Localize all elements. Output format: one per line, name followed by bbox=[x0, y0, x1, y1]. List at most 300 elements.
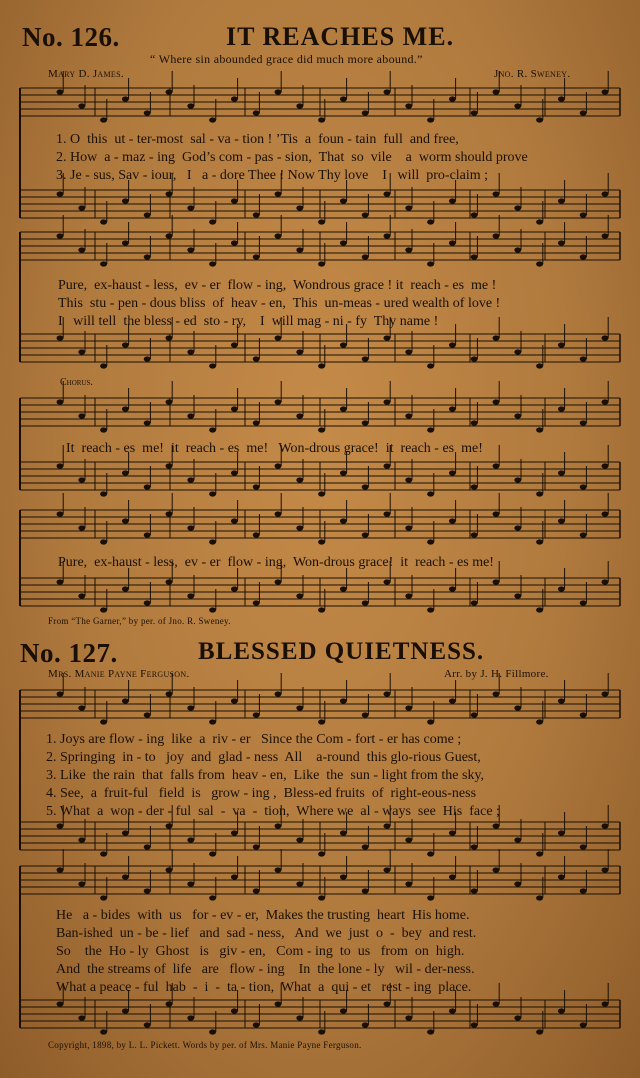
h126-s4-treble-note bbox=[514, 525, 521, 530]
hymn-127-verse-3-line-1: 3. Like the rain that falls from heav - en, Like the sun - light from the sky, bbox=[46, 768, 485, 783]
h126-s4-treble-note bbox=[318, 539, 325, 544]
h127-s2-treble-note bbox=[362, 888, 369, 893]
h126-s3-bass-note bbox=[253, 484, 260, 489]
h127-s1-bass-note bbox=[231, 830, 238, 835]
h126-s3-bass-note bbox=[187, 477, 194, 482]
h126-s2-bass-note bbox=[209, 363, 216, 368]
h126-s2-treble-note bbox=[275, 233, 282, 238]
h126-s4-bass-note bbox=[362, 600, 369, 605]
h127-s1-treble-note bbox=[362, 712, 369, 717]
h127-s1-treble-note bbox=[209, 719, 216, 724]
h126-s2-bass-note bbox=[493, 335, 500, 340]
h127-s2-bass-note bbox=[580, 1022, 587, 1027]
h126-s1-treble-note bbox=[144, 110, 151, 115]
h127-s1-bass-note bbox=[166, 823, 173, 828]
h127-s2-treble-note bbox=[405, 881, 412, 886]
h127-s2-treble-note bbox=[78, 881, 85, 886]
h127-s2-bass-note bbox=[449, 1008, 456, 1013]
h126-s4-bass-note bbox=[405, 593, 412, 598]
h126-s1-treble-note bbox=[405, 103, 412, 108]
h126-s1-treble-note bbox=[57, 89, 64, 94]
h126-s3-treble-note bbox=[166, 399, 173, 404]
h126-s3-treble-note bbox=[122, 406, 129, 411]
h126-s2-treble-note bbox=[296, 247, 303, 252]
h127-s2-treble-note bbox=[209, 895, 216, 900]
h126-s3-treble-note bbox=[471, 420, 478, 425]
h126-s2-bass-note bbox=[536, 363, 543, 368]
h126-s3-treble-note bbox=[362, 420, 369, 425]
h126-s4-bass-note bbox=[253, 600, 260, 605]
h126-s4-bass-note bbox=[536, 607, 543, 612]
hymn-126-author: Mary D. James. bbox=[48, 68, 124, 80]
h127-s2-treble-note bbox=[296, 881, 303, 886]
h127-s2-bass-note bbox=[78, 1015, 85, 1020]
h126-s2-bass-note bbox=[100, 363, 107, 368]
h126-s4-bass-note bbox=[318, 607, 325, 612]
h126-s2-treble-note bbox=[558, 240, 565, 245]
h127-s2-bass-note bbox=[144, 1022, 151, 1027]
h127-s2-bass-note bbox=[231, 1008, 238, 1013]
h127-s1-treble-note bbox=[187, 705, 194, 710]
h127-s2-treble-note bbox=[580, 888, 587, 893]
h126-s4-bass-note bbox=[57, 579, 64, 584]
h126-s4-bass-note bbox=[340, 586, 347, 591]
h127-s1-bass-note bbox=[558, 830, 565, 835]
h126-s2-treble-note bbox=[78, 247, 85, 252]
h127-s2-bass-note bbox=[558, 1008, 565, 1013]
h126-s3-bass-note bbox=[493, 463, 500, 468]
h126-s4-treble-note bbox=[405, 525, 412, 530]
hymn-126-verse-3-line-1: 3. Je - sus, Sav - iour, I a - dore Thee ! Now Thy love I will pro-claim ; bbox=[56, 168, 489, 183]
h126-s1-treble-note bbox=[384, 89, 391, 94]
h126-s4-bass-note bbox=[558, 586, 565, 591]
h127-s1-treble-note bbox=[405, 705, 412, 710]
h127-s1-treble-note bbox=[493, 691, 500, 696]
h127-s2-bass-note bbox=[100, 1029, 107, 1034]
h126-s2-bass-note bbox=[580, 356, 587, 361]
h126-s4-bass-note bbox=[296, 593, 303, 598]
h126-s1-treble-note bbox=[209, 117, 216, 122]
h126-s3-bass-note bbox=[362, 484, 369, 489]
h126-s1-treble-note bbox=[296, 103, 303, 108]
h127-s1-treble-note bbox=[318, 719, 325, 724]
h126-s4-treble-note bbox=[471, 532, 478, 537]
h127-s2-treble-note bbox=[449, 874, 456, 879]
h127-s2-treble-note bbox=[427, 895, 434, 900]
hymn-127-verse-4-line-1: 4. See, a fruit-ful field is grow - ing , Bless-ed fruits of right-eous-ness bbox=[46, 786, 477, 801]
h127-s2-bass-note bbox=[536, 1029, 543, 1034]
h126-s2-treble-note bbox=[100, 261, 107, 266]
h126-s4-treble-note bbox=[493, 511, 500, 516]
h127-s1-bass-note bbox=[514, 837, 521, 842]
h127-s2-bass-note bbox=[427, 1029, 434, 1034]
h126-s1-bass-note bbox=[166, 191, 173, 196]
h127-s1-treble-note bbox=[78, 705, 85, 710]
hymn-126-chorus-line-1: It reach - es me! it reach - es me! Won-drous grace! it reach - es me! bbox=[66, 441, 483, 456]
h126-s1-treble-note bbox=[122, 96, 129, 101]
h126-s2-treble-note bbox=[122, 240, 129, 245]
h126-s1-treble-note bbox=[253, 110, 260, 115]
h127-s2-bass-note bbox=[602, 1001, 609, 1006]
h126-s1-treble-note bbox=[275, 89, 282, 94]
h126-s3-bass-note bbox=[340, 470, 347, 475]
chorus-label: Chorus. bbox=[60, 377, 93, 388]
h127-s2-bass-note bbox=[318, 1029, 325, 1034]
h126-s3-bass-note bbox=[580, 484, 587, 489]
h126-s2-bass-note bbox=[514, 349, 521, 354]
h126-s3-bass-note bbox=[144, 484, 151, 489]
h126-s3-treble-note bbox=[187, 413, 194, 418]
h126-s3-treble-note bbox=[384, 399, 391, 404]
h127-s2-bass-note bbox=[187, 1015, 194, 1020]
h126-s1-bass-note bbox=[253, 212, 260, 217]
h127-s2-treble-note bbox=[231, 874, 238, 879]
h126-s2-bass-note bbox=[144, 356, 151, 361]
hymn-127-verse-5-line-1: 5. What a won - der - ful sal - va - tion, Where we al - ways see His face ; bbox=[46, 804, 500, 819]
h127-s2-treble-note bbox=[602, 867, 609, 872]
h126-s1-treble-note bbox=[558, 96, 565, 101]
h126-s3-treble-note bbox=[100, 427, 107, 432]
h126-s4-bass-note bbox=[231, 586, 238, 591]
h126-s4-treble-note bbox=[253, 532, 260, 537]
h127-s1-bass-note bbox=[296, 837, 303, 842]
h126-s1-bass-note bbox=[78, 205, 85, 210]
h127-s2-bass-note bbox=[340, 1008, 347, 1013]
h126-s1-bass-note bbox=[122, 198, 129, 203]
h127-s1-treble-note bbox=[122, 698, 129, 703]
h126-s2-bass-note bbox=[166, 335, 173, 340]
h126-s1-bass-note bbox=[209, 219, 216, 224]
h127-s2-treble-note bbox=[144, 888, 151, 893]
h126-s3-treble-note bbox=[580, 420, 587, 425]
h126-s3-bass-note bbox=[166, 463, 173, 468]
h126-s3-treble-note bbox=[144, 420, 151, 425]
h126-s3-treble-note bbox=[318, 427, 325, 432]
h126-s4-treble-note bbox=[209, 539, 216, 544]
h126-s4-bass-note bbox=[427, 607, 434, 612]
h126-s3-treble-note bbox=[514, 413, 521, 418]
h126-s1-treble-note bbox=[427, 117, 434, 122]
h127-s1-bass-note bbox=[580, 844, 587, 849]
h126-s1-treble-note bbox=[536, 117, 543, 122]
h126-s4-bass-note bbox=[384, 579, 391, 584]
h126-s1-treble-note bbox=[318, 117, 325, 122]
h126-s2-bass-note bbox=[253, 356, 260, 361]
hymn-127-copyright: Copyright, 1898, by L. L. Pickett. Words by per. of Mrs. Manie Payne Ferguson. bbox=[48, 1040, 362, 1050]
h127-s2-bass-note bbox=[405, 1015, 412, 1020]
h126-s2-treble-note bbox=[449, 240, 456, 245]
h126-s1-bass-note bbox=[493, 191, 500, 196]
h127-s1-bass-note bbox=[384, 823, 391, 828]
h127-s2-treble-note bbox=[514, 881, 521, 886]
h126-s1-treble-note bbox=[187, 103, 194, 108]
h126-s2-bass-note bbox=[558, 342, 565, 347]
h126-s3-bass-note bbox=[471, 484, 478, 489]
h126-s4-bass-note bbox=[144, 600, 151, 605]
h126-s1-bass-note bbox=[144, 212, 151, 217]
h126-s2-treble-note bbox=[340, 240, 347, 245]
h126-s3-bass-note bbox=[602, 463, 609, 468]
h126-s3-bass-note bbox=[296, 477, 303, 482]
h126-s3-bass-note bbox=[558, 470, 565, 475]
hymn-126-credit: From “The Garner,” by per. of Jno. R. Sweney. bbox=[48, 616, 231, 626]
h126-s1-bass-note bbox=[296, 205, 303, 210]
h126-s1-treble-note bbox=[78, 103, 85, 108]
hymn-127-verse-5-line-2: What a peace - ful hab - i - ta - tion, What a qui - et rest - ing place. bbox=[56, 980, 472, 995]
h126-s1-bass-note bbox=[275, 191, 282, 196]
h126-s1-treble-note bbox=[471, 110, 478, 115]
h126-s2-bass-note bbox=[449, 342, 456, 347]
h126-s4-treble-note bbox=[340, 518, 347, 523]
hymn-126-verse-2-line-2: This stu - pen - dous bliss of heav - en, This un-meas - ured wealth of love ! bbox=[58, 296, 501, 311]
h126-s4-bass-note bbox=[275, 579, 282, 584]
h126-s3-treble-note bbox=[231, 406, 238, 411]
h127-s2-bass-note bbox=[296, 1015, 303, 1020]
h126-s1-bass-note bbox=[471, 212, 478, 217]
h126-s2-bass-note bbox=[427, 363, 434, 368]
h127-s2-treble-note bbox=[57, 867, 64, 872]
h127-s1-treble-note bbox=[231, 698, 238, 703]
h127-s1-treble-note bbox=[449, 698, 456, 703]
h126-s2-treble-note bbox=[318, 261, 325, 266]
h126-s3-bass-note bbox=[514, 477, 521, 482]
h126-s2-treble-note bbox=[471, 254, 478, 259]
hymn-127-number: No. 127. bbox=[20, 638, 118, 668]
h126-s2-bass-note bbox=[471, 356, 478, 361]
h127-s2-bass-note bbox=[253, 1022, 260, 1027]
hymn-127-verse-1-line-1: 1. Joys are flow - ing like a riv - er Since the Com - fort - er has come ; bbox=[46, 732, 462, 747]
h126-s1-bass-note bbox=[318, 219, 325, 224]
h126-s1-bass-note bbox=[362, 212, 369, 217]
h126-s4-treble-note bbox=[362, 532, 369, 537]
h126-s1-treble-note bbox=[602, 89, 609, 94]
h126-s4-bass-note bbox=[122, 586, 129, 591]
h127-s1-bass-note bbox=[253, 844, 260, 849]
h126-s2-bass-note bbox=[231, 342, 238, 347]
h126-s2-bass-note bbox=[384, 335, 391, 340]
h126-s3-treble-note bbox=[78, 413, 85, 418]
h126-s3-bass-note bbox=[318, 491, 325, 496]
h126-s2-bass-note bbox=[57, 335, 64, 340]
h126-s4-treble-note bbox=[384, 511, 391, 516]
h126-s2-treble-note bbox=[166, 233, 173, 238]
h126-s2-bass-note bbox=[275, 335, 282, 340]
h126-s1-bass-note bbox=[187, 205, 194, 210]
h127-s1-bass-note bbox=[144, 844, 151, 849]
hymn-126-composer: Jno. R. Sweney. bbox=[494, 68, 571, 80]
h126-s1-bass-note bbox=[384, 191, 391, 196]
hymn-126-number: No. 126. bbox=[22, 22, 120, 52]
h126-s2-treble-note bbox=[253, 254, 260, 259]
h127-s2-bass-note bbox=[209, 1029, 216, 1034]
h127-s1-treble-note bbox=[144, 712, 151, 717]
h127-s1-bass-note bbox=[362, 844, 369, 849]
h127-s2-treble-note bbox=[318, 895, 325, 900]
hymn-126-chorus-line-2: Pure, ex-haust - less, ev - er flow - ing, Won-drous grace! it reach - es me! bbox=[58, 555, 494, 570]
h127-s2-bass-note bbox=[471, 1022, 478, 1027]
h126-s4-bass-note bbox=[166, 579, 173, 584]
h126-s4-treble-note bbox=[275, 511, 282, 516]
h127-s2-treble-note bbox=[340, 874, 347, 879]
h126-s1-bass-note bbox=[340, 198, 347, 203]
h127-s1-bass-note bbox=[340, 830, 347, 835]
h126-s2-treble-note bbox=[362, 254, 369, 259]
h126-s3-bass-note bbox=[209, 491, 216, 496]
h126-s2-treble-note bbox=[514, 247, 521, 252]
h126-s3-bass-note bbox=[57, 463, 64, 468]
h126-s2-treble-note bbox=[384, 233, 391, 238]
h126-s1-treble-note bbox=[362, 110, 369, 115]
h126-s4-bass-note bbox=[187, 593, 194, 598]
h126-s1-treble-note bbox=[231, 96, 238, 101]
hymn-127-verse-2-line-2: Ban-ished un - be - lief and sad - ness, And we just o - bey and rest. bbox=[56, 926, 477, 941]
h126-s2-treble-note bbox=[427, 261, 434, 266]
h127-s2-bass-note bbox=[57, 1001, 64, 1006]
h126-s1-bass-note bbox=[405, 205, 412, 210]
h126-s2-bass-note bbox=[602, 335, 609, 340]
h126-s3-treble-note bbox=[253, 420, 260, 425]
h126-s4-treble-note bbox=[296, 525, 303, 530]
h126-s2-bass-note bbox=[187, 349, 194, 354]
h126-s3-treble-note bbox=[536, 427, 543, 432]
h127-s2-treble-note bbox=[384, 867, 391, 872]
h127-s1-treble-note bbox=[514, 705, 521, 710]
h126-s1-treble-note bbox=[166, 89, 173, 94]
h126-s3-treble-note bbox=[493, 399, 500, 404]
h127-s2-bass-note bbox=[166, 1001, 173, 1006]
h126-s3-bass-note bbox=[536, 491, 543, 496]
h127-s1-treble-note bbox=[57, 691, 64, 696]
h126-s3-treble-note bbox=[296, 413, 303, 418]
h127-s2-treble-note bbox=[166, 867, 173, 872]
h127-s1-bass-note bbox=[100, 851, 107, 856]
h127-s1-bass-note bbox=[57, 823, 64, 828]
h126-s4-treble-note bbox=[427, 539, 434, 544]
h126-s1-treble-note bbox=[493, 89, 500, 94]
h126-s1-bass-note bbox=[57, 191, 64, 196]
hymn-126-verse-2-line-1: 2. How a - maz - ing God’s com - pas - sion, That so vile a worm should prove bbox=[56, 150, 528, 165]
h126-s2-treble-note bbox=[187, 247, 194, 252]
h127-s2-bass-note bbox=[493, 1001, 500, 1006]
h126-s2-bass-note bbox=[318, 363, 325, 368]
h127-s1-treble-note bbox=[471, 712, 478, 717]
h126-s4-bass-note bbox=[580, 600, 587, 605]
h126-s1-treble-note bbox=[514, 103, 521, 108]
h126-s4-bass-note bbox=[209, 607, 216, 612]
h126-s1-bass-note bbox=[449, 198, 456, 203]
h126-s4-treble-note bbox=[144, 532, 151, 537]
h127-s2-treble-note bbox=[536, 895, 543, 900]
h126-s1-treble-note bbox=[100, 117, 107, 122]
h127-s1-treble-note bbox=[296, 705, 303, 710]
h126-s2-treble-note bbox=[57, 233, 64, 238]
h126-s3-bass-note bbox=[100, 491, 107, 496]
h126-s3-treble-note bbox=[57, 399, 64, 404]
h126-s3-treble-note bbox=[209, 427, 216, 432]
h126-s4-bass-note bbox=[602, 579, 609, 584]
h126-s1-bass-note bbox=[558, 198, 565, 203]
h126-s3-treble-note bbox=[449, 406, 456, 411]
h126-s4-treble-note bbox=[122, 518, 129, 523]
h126-s4-treble-note bbox=[602, 511, 609, 516]
h126-s2-treble-note bbox=[144, 254, 151, 259]
h126-s3-bass-note bbox=[384, 463, 391, 468]
h127-s1-bass-note bbox=[318, 851, 325, 856]
h126-s4-treble-note bbox=[231, 518, 238, 523]
h126-s3-treble-note bbox=[340, 406, 347, 411]
h126-s2-treble-note bbox=[209, 261, 216, 266]
h127-s2-treble-note bbox=[471, 888, 478, 893]
h127-s2-bass-note bbox=[514, 1015, 521, 1020]
h127-s2-bass-note bbox=[362, 1022, 369, 1027]
h126-s3-bass-note bbox=[231, 470, 238, 475]
h127-s1-bass-note bbox=[536, 851, 543, 856]
h127-s1-bass-note bbox=[275, 823, 282, 828]
h127-s1-treble-note bbox=[275, 691, 282, 696]
h126-s4-treble-note bbox=[449, 518, 456, 523]
hymn-127-arranger: Arr. by J. H. Fillmore. bbox=[444, 668, 549, 680]
h127-s2-treble-note bbox=[558, 874, 565, 879]
h127-s1-treble-note bbox=[384, 691, 391, 696]
h127-s1-treble-note bbox=[602, 691, 609, 696]
h126-s4-bass-note bbox=[471, 600, 478, 605]
h127-s1-bass-note bbox=[449, 830, 456, 835]
h127-s1-bass-note bbox=[427, 851, 434, 856]
h126-s2-bass-note bbox=[340, 342, 347, 347]
h127-s1-treble-note bbox=[536, 719, 543, 724]
h127-s1-bass-note bbox=[78, 837, 85, 842]
h126-s3-bass-note bbox=[427, 491, 434, 496]
h126-s2-treble-note bbox=[536, 261, 543, 266]
h127-s1-bass-note bbox=[122, 830, 129, 835]
h126-s4-bass-note bbox=[100, 607, 107, 612]
h126-s3-treble-note bbox=[558, 406, 565, 411]
h127-s1-bass-note bbox=[602, 823, 609, 828]
h127-s1-treble-note bbox=[558, 698, 565, 703]
h126-s1-bass-note bbox=[580, 212, 587, 217]
hymn-126-verse-1-line-1: 1. O this ut - ter-most sal - va - tion ! ’Tis a foun - tain full and free, bbox=[56, 132, 459, 147]
h126-s2-bass-note bbox=[362, 356, 369, 361]
h127-s2-treble-note bbox=[493, 867, 500, 872]
h126-s3-treble-note bbox=[405, 413, 412, 418]
h127-s2-treble-note bbox=[122, 874, 129, 879]
hymn-126-verse-3-line-2: I will tell the bless - ed sto - ry, I will mag - ni - fy Thy name ! bbox=[58, 314, 439, 329]
h126-s3-bass-note bbox=[449, 470, 456, 475]
hymn-127-verse-1-line-2: He a - bides with us for - ev - er, Makes the trusting heart His home. bbox=[56, 908, 470, 923]
h126-s1-treble-note bbox=[580, 110, 587, 115]
hymn-126-title: IT REACHES ME. bbox=[226, 22, 455, 51]
h127-s2-bass-note bbox=[122, 1008, 129, 1013]
h127-s2-treble-note bbox=[275, 867, 282, 872]
h127-s2-treble-note bbox=[253, 888, 260, 893]
h127-s1-bass-note bbox=[187, 837, 194, 842]
h126-s4-treble-note bbox=[536, 539, 543, 544]
h126-s2-bass-note bbox=[405, 349, 412, 354]
h126-s1-treble-note bbox=[449, 96, 456, 101]
h126-s4-bass-note bbox=[514, 593, 521, 598]
hymn-127-title: BLESSED QUIETNESS. bbox=[198, 638, 485, 665]
h127-s2-treble-note bbox=[187, 881, 194, 886]
h126-s1-bass-note bbox=[427, 219, 434, 224]
h126-s1-bass-note bbox=[536, 219, 543, 224]
h126-s4-bass-note bbox=[78, 593, 85, 598]
h126-s4-bass-note bbox=[449, 586, 456, 591]
hymn-126-verse-1-line-2: Pure, ex-haust - less, ev - er flow - ing, Wondrous grace ! it reach - es me ! bbox=[58, 278, 497, 293]
h126-s4-treble-note bbox=[558, 518, 565, 523]
h126-s4-bass-note bbox=[493, 579, 500, 584]
h126-s2-bass-note bbox=[122, 342, 129, 347]
hymn-127-author: Mrs. Manie Payne Ferguson. bbox=[48, 668, 190, 680]
